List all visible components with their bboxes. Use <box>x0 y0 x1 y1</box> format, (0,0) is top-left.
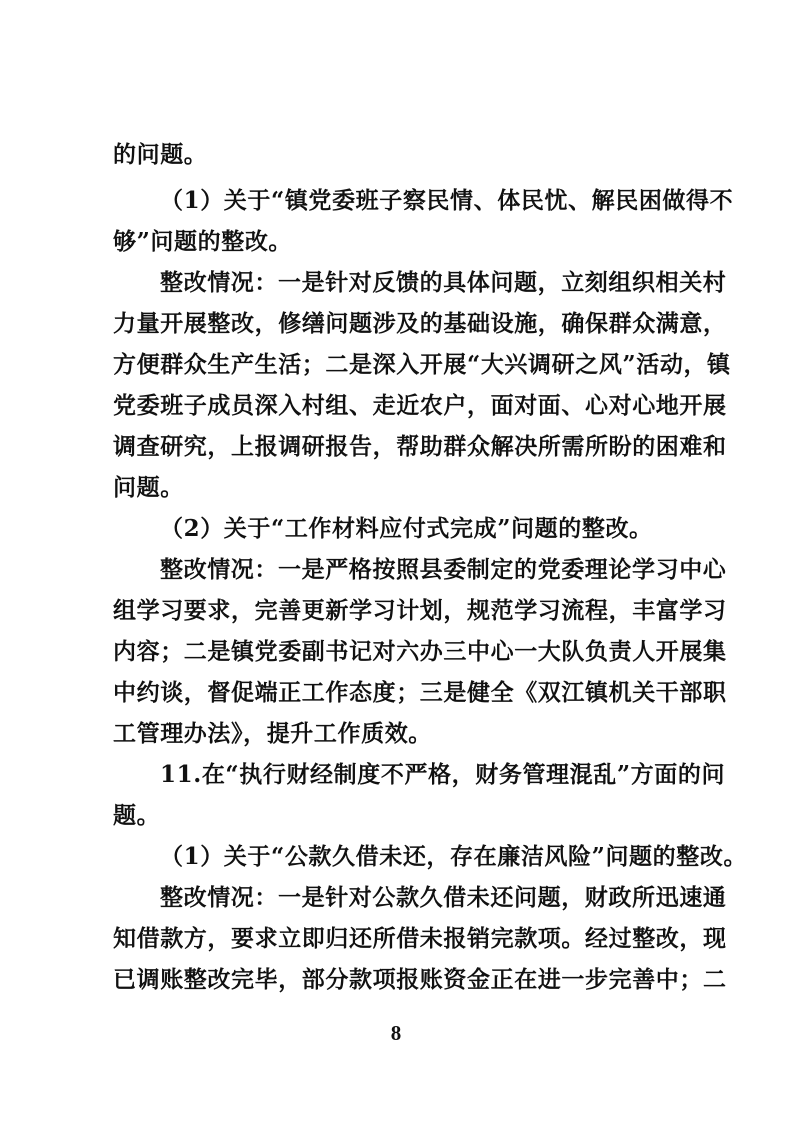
paragraph-start: 整改情况：一是针对公款久借未还问题，财政所迅速通 <box>160 884 727 911</box>
text-line: 调查研究，上报调研报告，帮助群众解决所需所盼的困难和 <box>113 433 727 460</box>
subsection-heading: （2）关于“工作材料应付式完成”问题的整改。 <box>160 515 653 542</box>
text-line: 够”问题的整改。 <box>113 228 293 255</box>
subsection-heading: （1）关于“公款久借未还，存在廉洁风险”问题的整改。 <box>160 843 748 870</box>
text-line: 内容；二是镇党委副书记对六办三中心一大队负责人开展集 <box>113 638 727 665</box>
section-heading: 11.在“执行财经制度不严格，财务管理混乱”方面的问 <box>160 761 726 788</box>
text-line: 力量开展整改，修缮问题涉及的基础设施，确保群众满意， <box>113 310 727 337</box>
paragraph-start: 整改情况：一是严格按照县委制定的党委理论学习中心 <box>160 556 727 583</box>
text-line: 的问题。 <box>113 141 208 168</box>
text-line: 党委班子成员深入村组、走近农户，面对面、心对心地开展 <box>113 392 727 419</box>
page-number: 8 <box>390 1021 402 1045</box>
paragraph-start: 整改情况：一是针对反馈的具体问题，立刻组织相关村 <box>160 269 727 296</box>
text-line: 题。 <box>113 802 161 829</box>
text-line: 中约谈，督促端正工作态度；三是健全《双江镇机关干部职 <box>113 679 727 706</box>
text-line: 工管理办法》，提升工作质效。 <box>113 720 432 747</box>
text-line: 方便群众生产生活；二是深入开展“大兴调研之风”活动，镇 <box>113 351 731 378</box>
subsection-heading: （1）关于“镇党委班子察民情、体民忧、解民困做得不 <box>160 187 734 214</box>
text-line: 问题。 <box>113 474 184 501</box>
text-line: 已调账整改完毕，部分款项报账资金正在进一步完善中；二 <box>113 966 727 993</box>
text-line: 组学习要求，完善更新学习计划，规范学习流程，丰富学习 <box>113 597 727 624</box>
text-line: 知借款方，要求立即归还所借未报销完款项。经过整改，现 <box>113 925 727 952</box>
